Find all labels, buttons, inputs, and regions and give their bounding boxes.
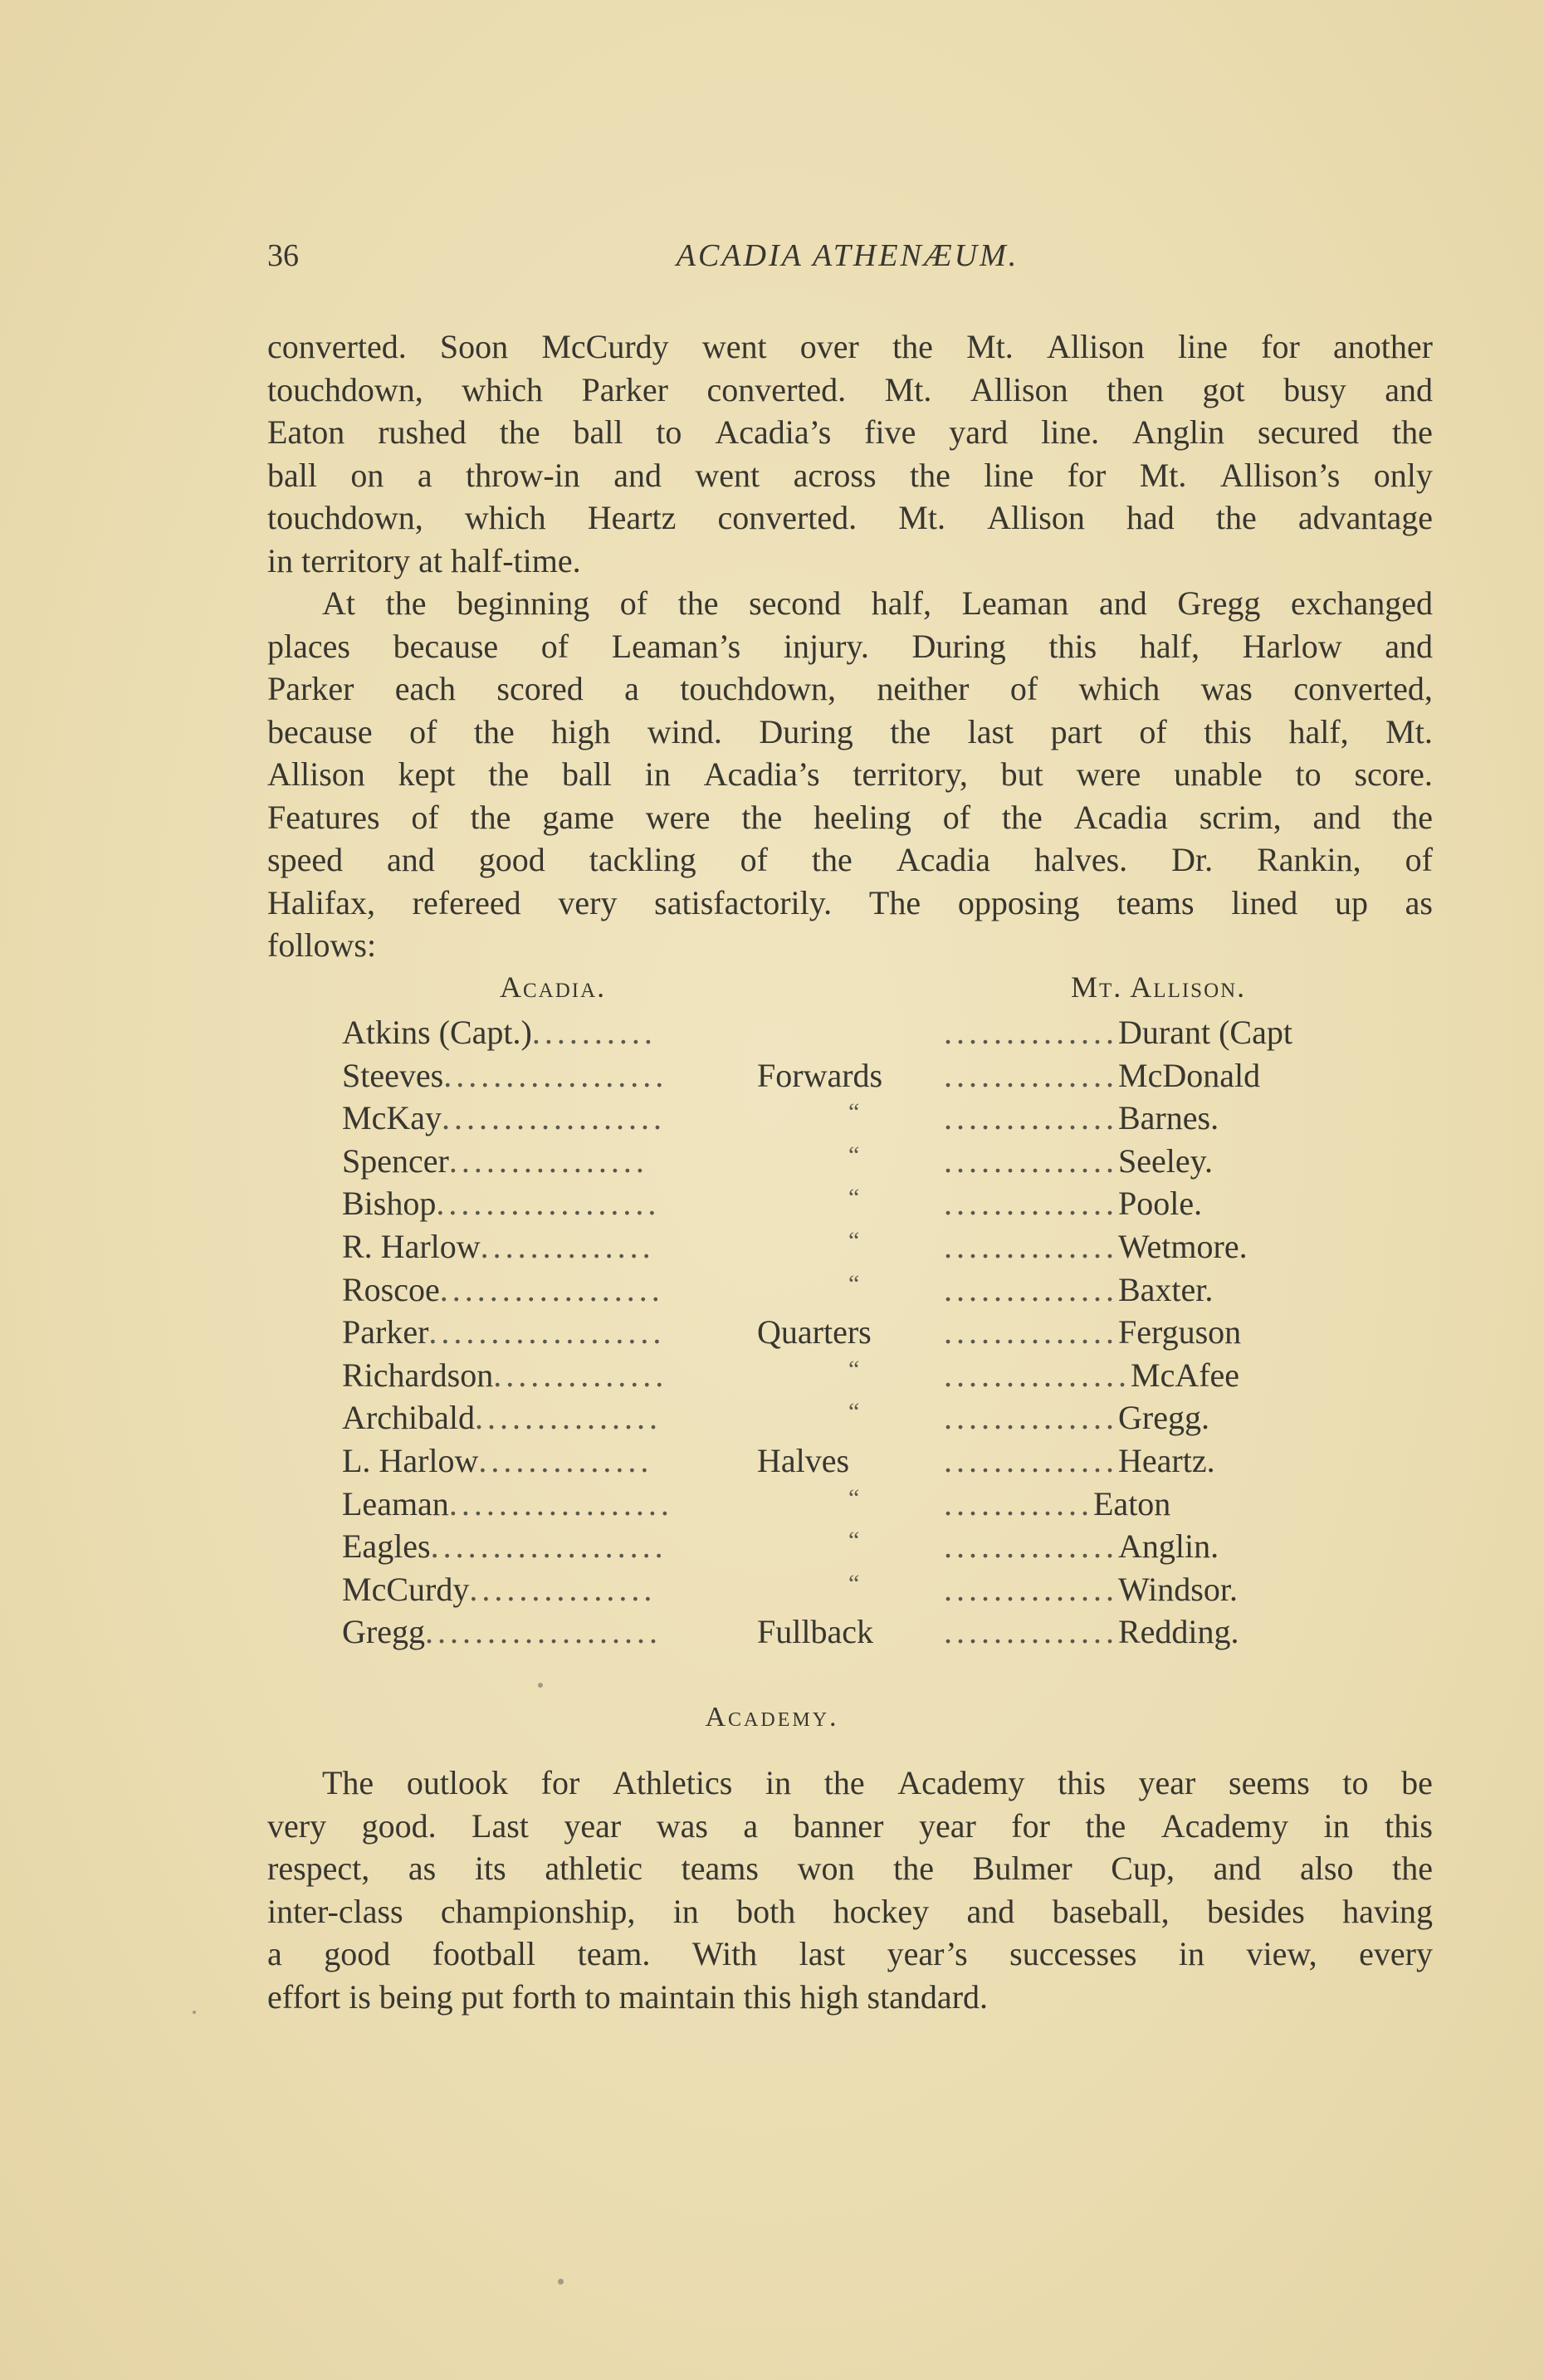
mt-allison-player-name: Ferguson — [1118, 1313, 1242, 1351]
ditto-mark: “ — [848, 1098, 860, 1126]
lineup-row — [267, 1398, 1433, 1441]
ditto-mark: “ — [848, 1184, 860, 1212]
acadia-player-name: Leaman — [342, 1484, 449, 1522]
mt-allison-player — [944, 1570, 1238, 1609]
lineup-row — [267, 1184, 1433, 1227]
leader-dots: .................. — [441, 1099, 666, 1137]
ditto-mark: “ — [848, 1141, 860, 1169]
paragraph-academy — [267, 1762, 1433, 2018]
ditto-mark: “ — [848, 1527, 860, 1555]
academy-section-heading: Academy. — [705, 1702, 839, 1732]
text-line: At the beginning of the second half, Leaman and Gregg exchanged — [322, 584, 1433, 622]
leader-dots: .............. — [944, 1613, 1118, 1651]
leader-dots: ............... — [944, 1356, 1131, 1394]
lineup-row — [267, 1312, 1433, 1356]
acadia-player-name: Eagles — [342, 1527, 431, 1566]
leader-dots: .............. — [944, 1185, 1118, 1223]
acadia-player-name: Parker — [342, 1313, 429, 1351]
acadia-player-name: Atkins (Capt.) — [342, 1014, 532, 1051]
lineup-row — [267, 1056, 1433, 1099]
leader-dots: .............. — [944, 1270, 1118, 1308]
lineup-row — [267, 1141, 1433, 1185]
mt-allison-player-name: Eaton — [1093, 1484, 1171, 1522]
mt-allison-player-name: Barnes. — [1118, 1099, 1219, 1137]
acadia-player-name: Gregg — [342, 1613, 425, 1651]
leader-dots: ............... — [474, 1399, 662, 1437]
mt-allison-player-name: Gregg. — [1118, 1399, 1209, 1437]
mt-allison-player — [944, 1527, 1219, 1566]
leader-dots: .............. — [944, 1570, 1118, 1608]
mt-allison-player — [944, 1056, 1260, 1095]
acadia-player — [342, 1356, 667, 1395]
acadia-player-name: Roscoe — [342, 1270, 440, 1308]
text-line: very good. Last year was a banner year for the Academy in this — [267, 1806, 1433, 1845]
text-line: touchdown, which Heartz converted. Mt. Allison had the advantage — [267, 499, 1433, 536]
leader-dots: .............. — [944, 1056, 1118, 1094]
acadia-player — [342, 1312, 665, 1351]
leader-dots: ................... — [430, 1527, 667, 1566]
acadia-player — [342, 1484, 673, 1523]
mt-allison-player-name: McAfee — [1131, 1356, 1240, 1394]
acadia-player-name: Spencer — [342, 1141, 449, 1180]
lineup-row — [267, 1570, 1433, 1613]
acadia-player — [342, 1441, 652, 1480]
leader-dots: .................. — [439, 1270, 664, 1308]
lineup-row — [267, 1527, 1433, 1570]
ditto-mark: “ — [848, 1398, 860, 1426]
acadia-player-name: R. Harlow — [342, 1228, 481, 1265]
mt-allison-player — [944, 1141, 1213, 1180]
position: Forwards — [757, 1056, 883, 1094]
acadia-player-name: Archibald — [342, 1399, 475, 1437]
lineup-row — [267, 1013, 1433, 1056]
text-line: ball on a throw-in and went across the line for Mt. Allison’s only — [267, 456, 1433, 494]
mt-allison-player-name: Baxter. — [1118, 1270, 1214, 1308]
leader-dots: .............. — [493, 1356, 668, 1394]
text-line: places because of Leaman’s injury. During this half, Harlow and — [267, 627, 1433, 665]
position: Fullback — [757, 1613, 873, 1651]
text-line: Parker each scored a touchdown, neither of which was converted, — [267, 670, 1433, 707]
journal-title: ACADIA ATHENÆUM. — [676, 238, 1019, 273]
leader-dots: .......... — [531, 1014, 657, 1051]
acadia-player-name: McKay — [342, 1099, 442, 1137]
acadia-player-name: Steeves — [342, 1056, 444, 1094]
text-line: follows: — [267, 926, 377, 964]
lineup-row — [267, 1270, 1433, 1313]
mt-allison-player — [944, 1398, 1209, 1437]
text-line: respect, as its athletic teams won the Bulmer Cup, and also the — [267, 1850, 1433, 1887]
text-line: touchdown, which Parker converted. Mt. Allison then got busy and — [267, 370, 1433, 408]
mt-allison-player — [944, 1013, 1292, 1052]
position: Quarters — [757, 1313, 872, 1351]
acadia-player — [342, 1013, 657, 1052]
acadia-player — [342, 1227, 655, 1266]
mt-allison-player-name: Redding. — [1118, 1613, 1239, 1651]
acadia-player-name: McCurdy — [342, 1570, 470, 1608]
leader-dots: .............. — [944, 1228, 1118, 1265]
ditto-mark: “ — [848, 1355, 860, 1383]
lineup-row — [267, 1098, 1433, 1141]
mt-allison-player-name: Wetmore. — [1118, 1228, 1248, 1265]
text-line: Eaton rushed the ball to Acadia’s five yard line. Anglin secured the — [267, 413, 1433, 451]
acadia-player-name: Bishop — [342, 1185, 437, 1223]
leader-dots: .............. — [944, 1141, 1118, 1180]
mt-allison-player — [944, 1184, 1202, 1223]
paper-speck — [558, 2279, 564, 2285]
acadia-player — [342, 1098, 666, 1137]
mt-allison-player-name: Anglin. — [1118, 1527, 1219, 1566]
mt-allison-player — [944, 1612, 1239, 1651]
acadia-player — [342, 1056, 667, 1095]
paragraph-game-first-half — [267, 325, 1433, 582]
mt-allison-player-name: McDonald — [1118, 1056, 1261, 1094]
acadia-player — [342, 1612, 662, 1651]
acadia-player — [342, 1270, 664, 1309]
mt-allison-player-name: Seeley. — [1118, 1141, 1214, 1180]
acadia-player — [342, 1527, 667, 1566]
acadia-column-heading: Acadia. — [500, 970, 607, 1004]
leader-dots: ................... — [424, 1613, 662, 1651]
acadia-player — [342, 1570, 656, 1609]
mt-allison-player — [944, 1312, 1241, 1351]
text-line: Halifax, refereed very satisfactorily. The opposing teams lined up as — [267, 883, 1433, 921]
leader-dots: .................. — [443, 1056, 668, 1094]
paper-speck — [538, 1683, 543, 1688]
mt-allison-player-name: Durant (Capt — [1118, 1014, 1292, 1051]
ditto-mark: “ — [848, 1569, 860, 1597]
mt-allison-player-name: Poole. — [1118, 1185, 1203, 1223]
leader-dots: .............. — [944, 1527, 1118, 1566]
running-head — [267, 237, 1428, 284]
text-line: converted. Soon McCurdy went over the Mt. Allison line for another — [267, 328, 1433, 365]
mt-allison-player-name: Heartz. — [1118, 1442, 1215, 1479]
text-line: because of the high wind. During the last part of this half, Mt. — [267, 712, 1433, 750]
ditto-mark: “ — [848, 1483, 860, 1512]
leader-dots: .............. — [944, 1099, 1118, 1137]
leader-dots: .............. — [944, 1014, 1118, 1051]
text-line: The outlook for Athletics in the Academy this year seems to be — [322, 1764, 1433, 1801]
paragraph-game-second-half — [267, 582, 1433, 967]
lineup-row — [267, 1356, 1433, 1399]
acadia-player-name: L. Harlow — [342, 1442, 479, 1479]
page-number: 36 — [267, 238, 299, 273]
text-line: Allison kept the ball in Acadia’s territory, but were unable to score. — [267, 755, 1433, 793]
mt-allison-player — [944, 1356, 1239, 1395]
mt-allison-player-name: Windsor. — [1118, 1570, 1238, 1608]
leader-dots: .............. — [944, 1399, 1118, 1437]
leader-dots: ............ — [944, 1484, 1093, 1522]
acadia-player — [342, 1398, 662, 1437]
mt-allison-column-heading: Mt. Allison. — [1071, 970, 1247, 1004]
paper-speck — [193, 2011, 196, 2014]
lineup-row — [267, 1441, 1433, 1484]
position: Halves — [757, 1442, 850, 1479]
lineup-row — [267, 1227, 1433, 1270]
text-line: in territory at half-time. — [267, 541, 581, 579]
leader-dots: .................. — [448, 1484, 673, 1522]
acadia-player — [342, 1141, 648, 1180]
mt-allison-player — [944, 1270, 1213, 1309]
leader-dots: ................ — [448, 1141, 648, 1180]
lineup-row — [267, 1612, 1433, 1655]
leader-dots: ............... — [469, 1570, 657, 1608]
leader-dots: .................. — [436, 1185, 661, 1223]
leader-dots: .............. — [944, 1442, 1118, 1479]
text-line: inter-class championship, in both hockey and baseball, besides having — [267, 1892, 1433, 1930]
acadia-player-name: Richardson — [342, 1356, 494, 1394]
ditto-mark: “ — [848, 1269, 860, 1298]
mt-allison-player — [944, 1227, 1248, 1266]
leader-dots: .............. — [478, 1442, 653, 1479]
lineup-row — [267, 1484, 1433, 1527]
leader-dots: ................... — [428, 1313, 666, 1351]
text-line: effort is being put forth to maintain this high standard. — [267, 1977, 989, 2016]
text-line: speed and good tackling of the Acadia halves. Dr. Rankin, of — [267, 841, 1433, 878]
leader-dots: .............. — [944, 1313, 1118, 1351]
acadia-player — [342, 1184, 660, 1223]
text-line: a good football team. With last year’s successes in view, every — [267, 1935, 1433, 1972]
text-line: Features of the game were the heeling of the Acadia scrim, and the — [267, 798, 1433, 836]
leader-dots: .............. — [480, 1228, 655, 1265]
mt-allison-player — [944, 1484, 1170, 1523]
ditto-mark: “ — [848, 1227, 860, 1254]
mt-allison-player — [944, 1441, 1215, 1480]
mt-allison-player — [944, 1098, 1219, 1137]
